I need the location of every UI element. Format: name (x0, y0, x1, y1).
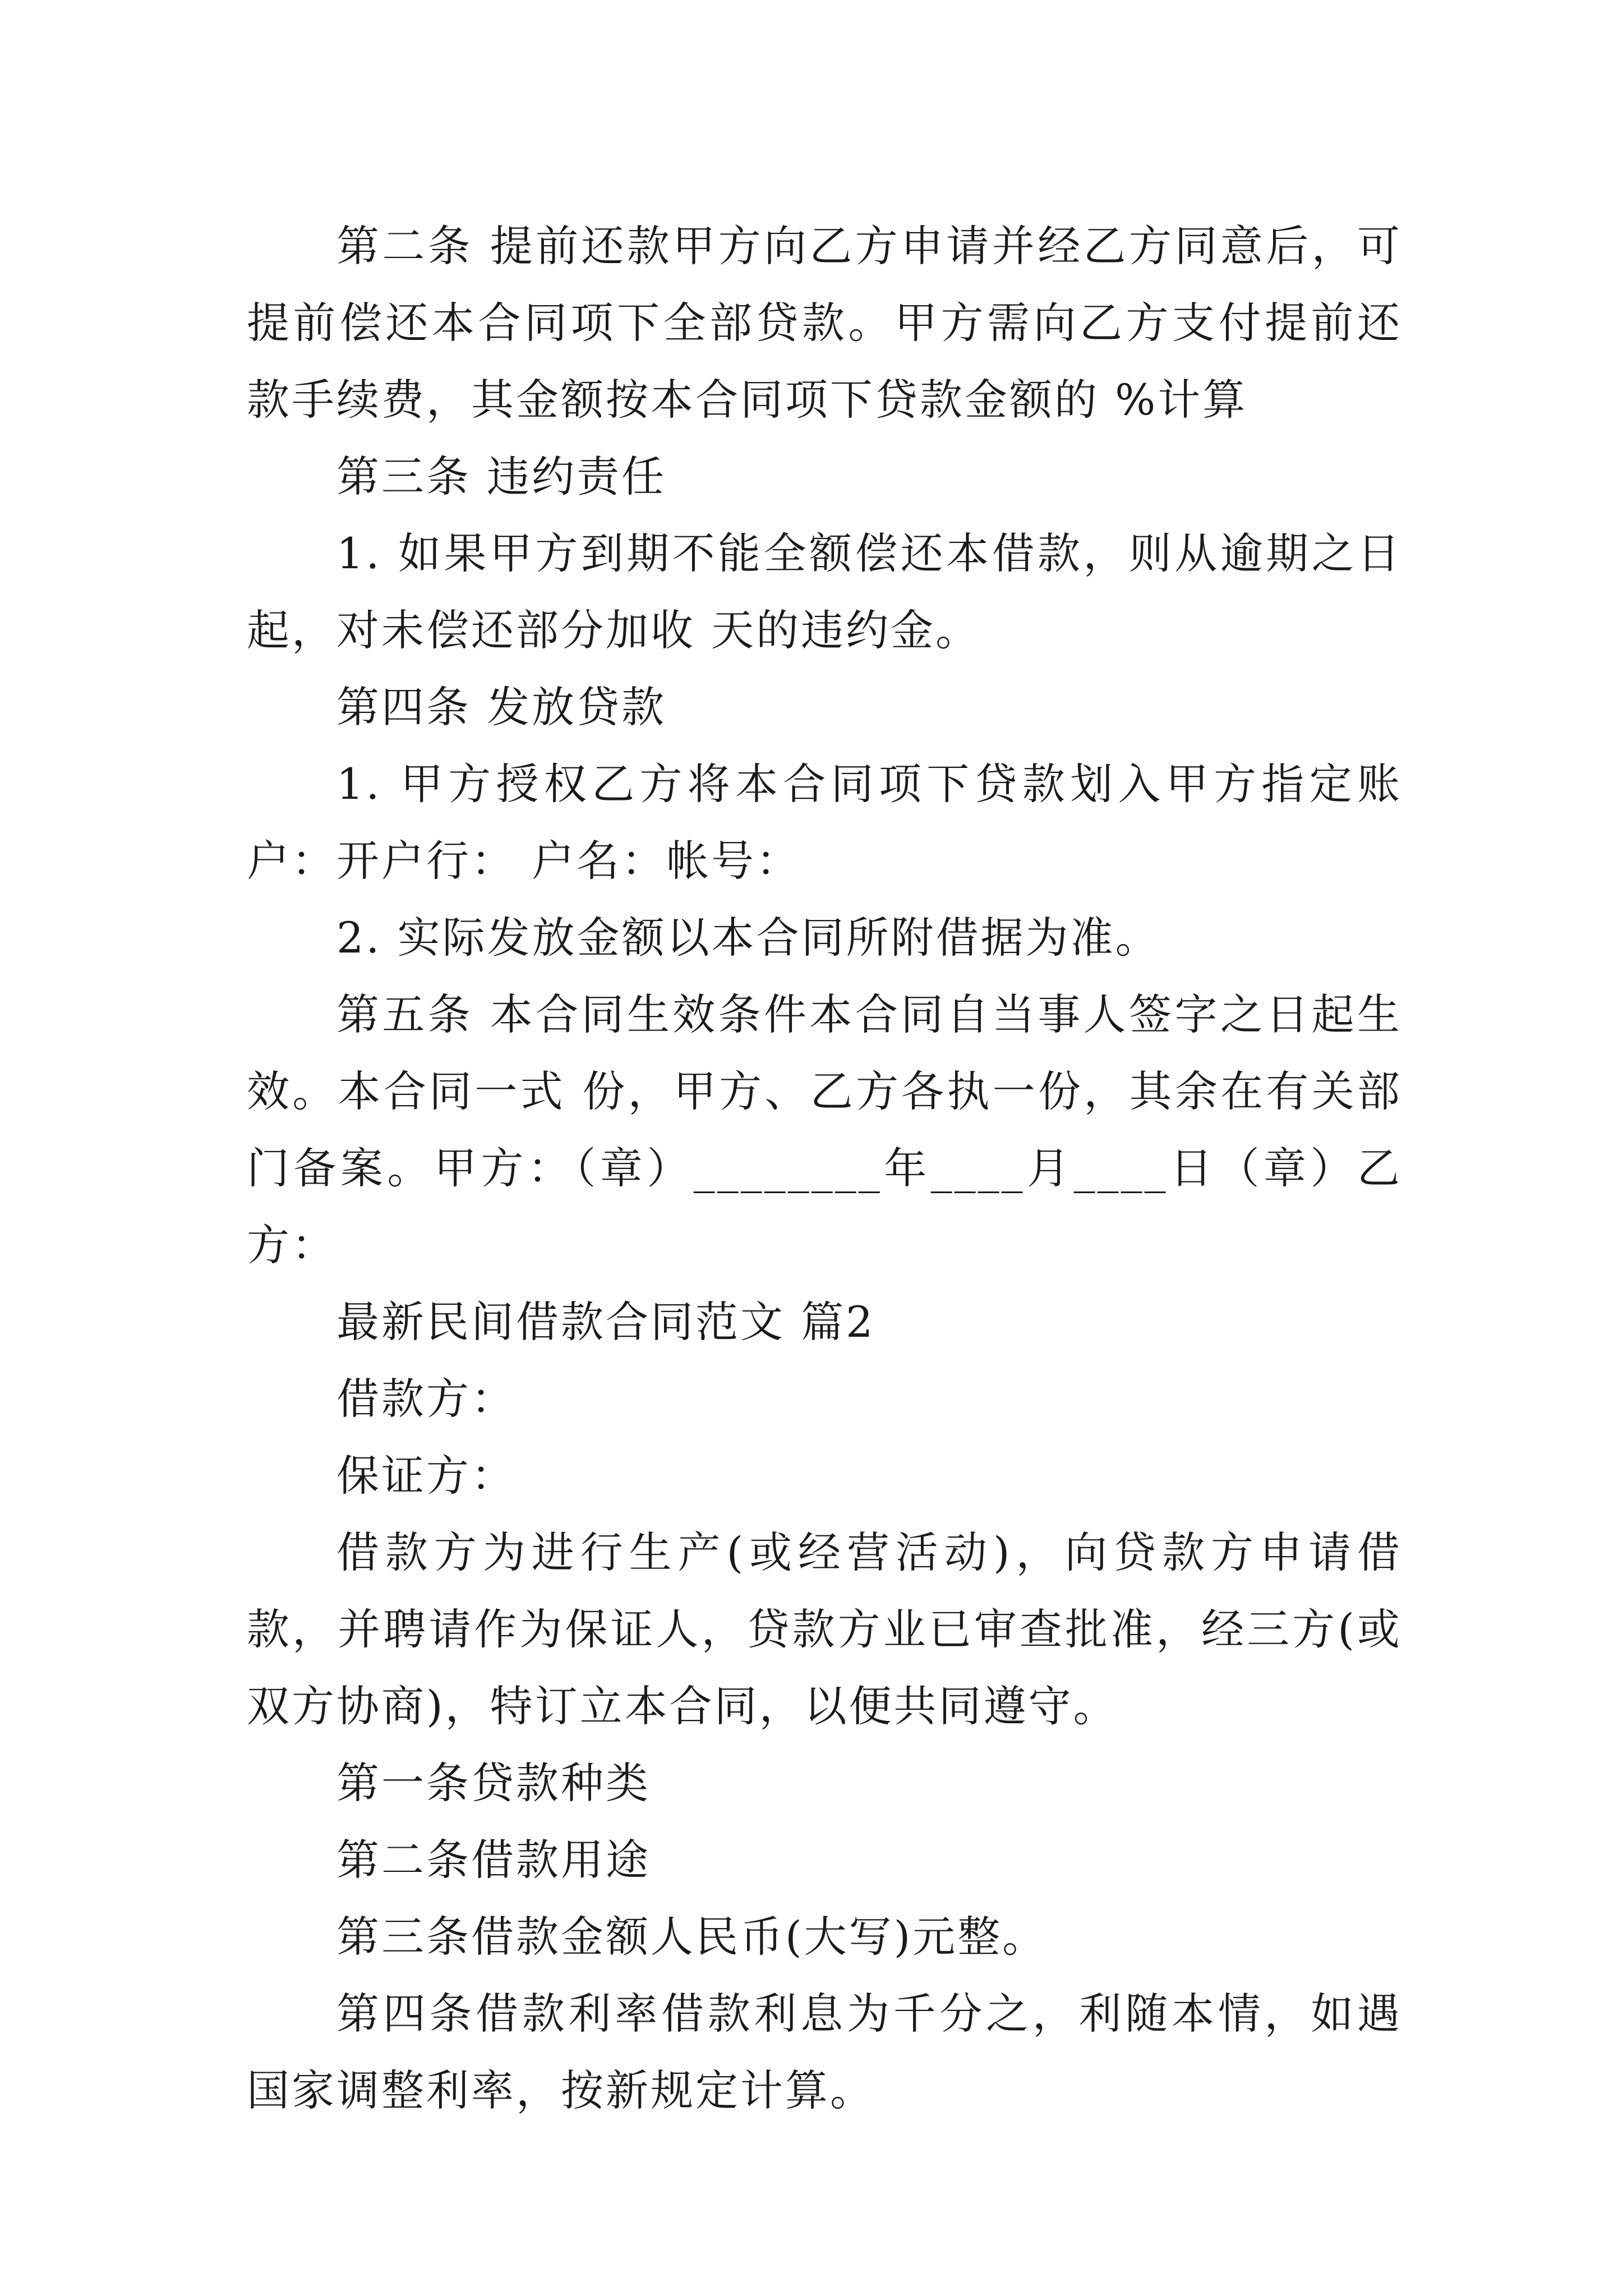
paragraph-article-2: 第二条借款用途 (336, 1835, 651, 1885)
paragraph-early-repayment: 第二条 提前还款甲方向乙方申请并经乙方同意后，可提前偿还本合同项下全部贷款。甲方需向乙方支付提前还款手续费，其金额按本合同项下贷款金额的 %计算 (247, 221, 1402, 425)
paragraph-borrower: 借款方： (336, 1374, 516, 1424)
document-body (247, 208, 1402, 2129)
paragraph-effective-conditions: 第五条 本合同生效条件本合同自当事人签字之日起生效。本合同一式 份，甲方、乙方各执一份，其余在有关部门备案。甲方：（章）________年____月____日（章）乙方： (247, 990, 1402, 1270)
paragraph-article-1: 第一条贷款种类 (336, 1758, 651, 1808)
paragraph-preamble: 借款方为进行生产(或经营活动)，向贷款方申请借款，并聘请作为保证人，贷款方业已审查批准，经三方(或双方协商)，特订立本合同，以便共同遵守。 (247, 1527, 1402, 1731)
section-title-part-2: 最新民间借款合同范文 篇2 (336, 1297, 875, 1347)
paragraph-liability-item-1: 1. 如果甲方到期不能全额偿还本借款，则从逾期之日起，对未偿还部分加收 天的违约金。 (247, 528, 1402, 655)
paragraph-article-4: 第四条借款利率借款利息为千分之，利随本情，如遇国家调整利率，按新规定计算。 (247, 1989, 1402, 2115)
paragraph-liability-heading: 第三条 违约责任 (336, 452, 667, 501)
paragraph-article-3: 第三条借款金额人民币(大写)元整。 (336, 1912, 1048, 1962)
paragraph-disbursement-heading: 第四条 发放贷款 (336, 682, 667, 732)
paragraph-guarantor: 保证方： (336, 1451, 516, 1501)
paragraph-disbursement-item-2: 2. 实际发放金额以本合同所附借据为准。 (336, 913, 1160, 963)
paragraph-disbursement-item-1: 1. 甲方授权乙方将本合同项下贷款划入甲方指定账户：开户行： 户名：帐号： (247, 759, 1402, 886)
